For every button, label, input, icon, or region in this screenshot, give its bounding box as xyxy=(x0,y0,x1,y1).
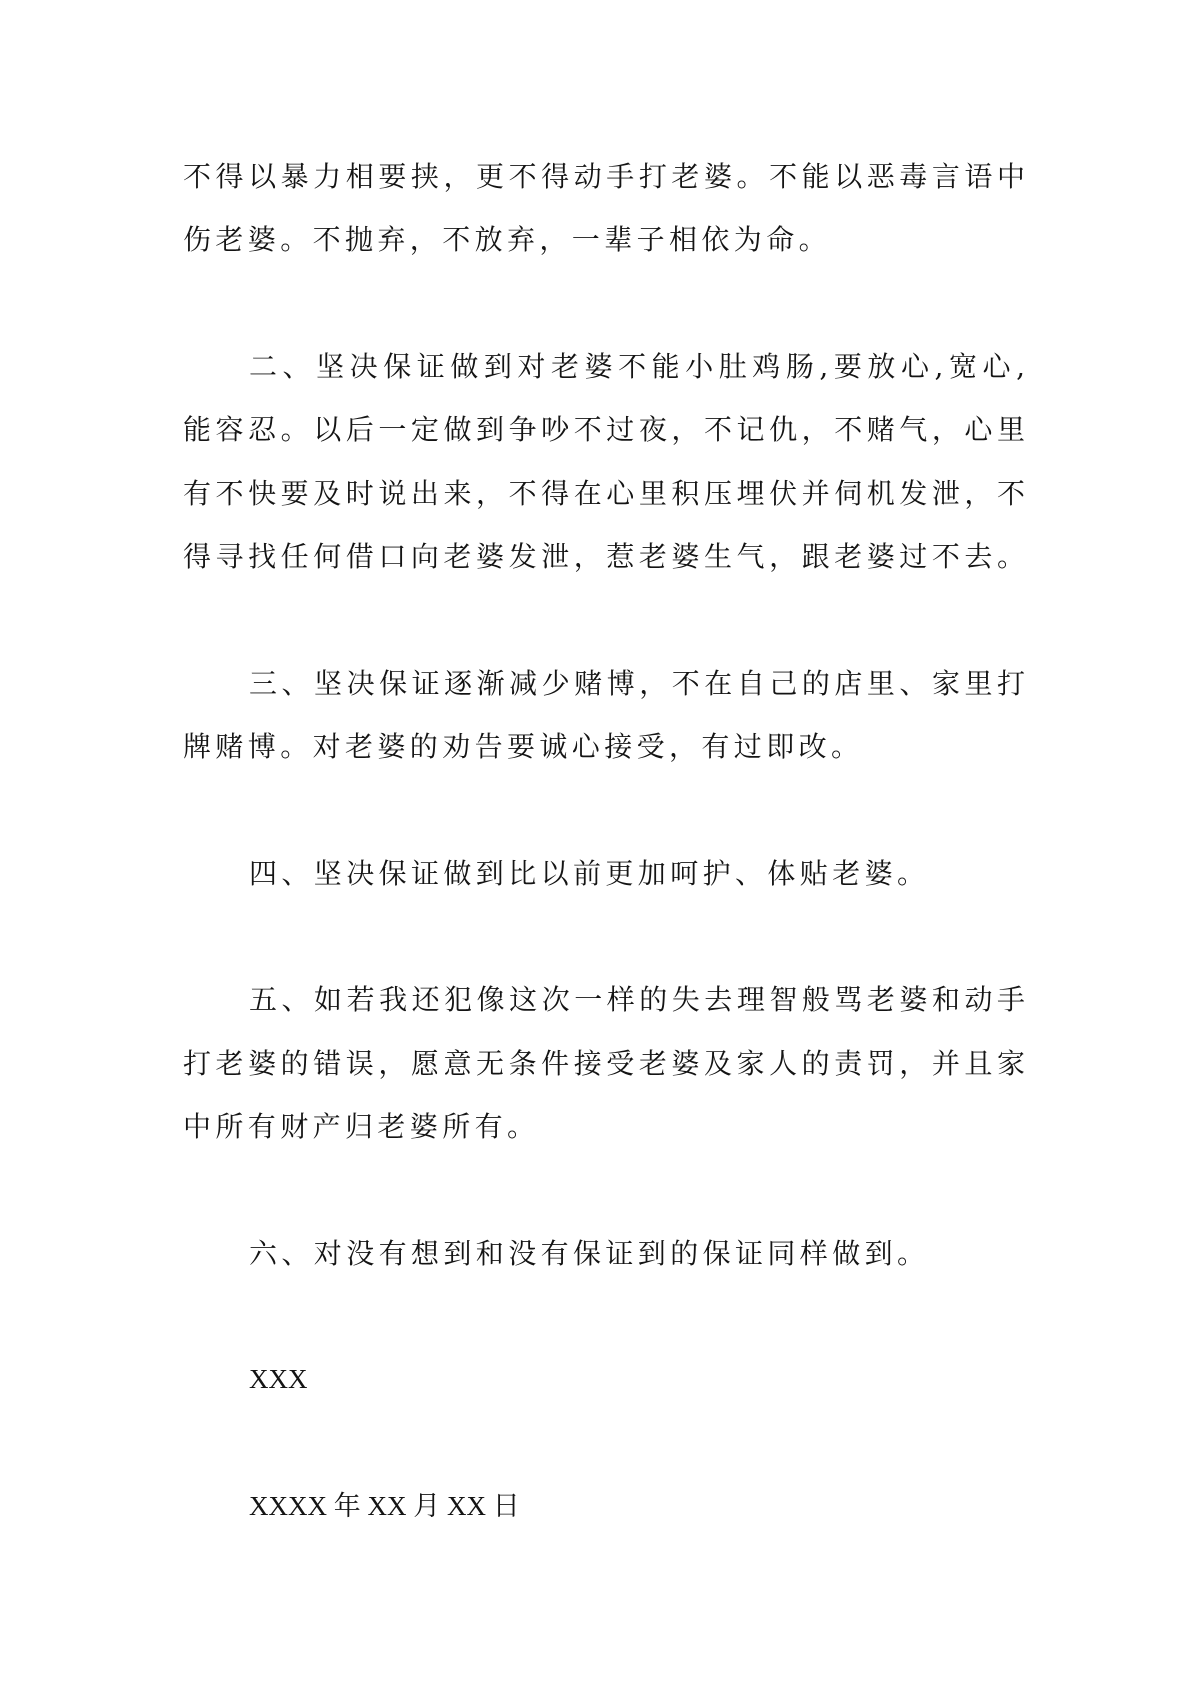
signature-date-block xyxy=(183,1475,1025,1538)
signature-name-block xyxy=(183,1348,1025,1411)
text-line: 能容忍。以后一定做到争吵不过夜，不记仇，不赌气，心里 xyxy=(183,413,1025,447)
paragraph-4 xyxy=(183,842,1025,905)
text-line: 伤老婆。不抛弃，不放弃，一辈子相依为命。 xyxy=(183,223,832,257)
paragraph-6 xyxy=(183,1222,1025,1285)
paragraph-1 xyxy=(183,145,1025,272)
paragraph-5 xyxy=(183,968,1025,1158)
paragraph-2 xyxy=(183,335,1025,588)
signature-date: XXXX 年 XX 月 XX 日 xyxy=(249,1490,520,1521)
text-line: 打老婆的错误，愿意无条件接受老婆及家人的责罚，并且家 xyxy=(183,1046,1025,1080)
paragraph-3 xyxy=(183,652,1025,779)
text-line: 三、坚决保证逐渐减少赌博，不在自己的店里、家里打 xyxy=(249,666,1025,700)
text-line: 不得以暴力相要挟，更不得动手打老婆。不能以恶毒言语中 xyxy=(183,160,1025,193)
text-line: 中所有财产归老婆所有。 xyxy=(183,1109,540,1143)
text-line: 牌赌博。对老婆的劝告要诚心接受，有过即改。 xyxy=(183,729,864,763)
text-line: 二、坚决保证做到对老婆不能小肚鸡肠,要放心,宽心, xyxy=(249,349,1025,383)
document-body xyxy=(183,145,1025,1602)
text-line: 得寻找任何借口向老婆发泄，惹老婆生气，跟老婆过不去。 xyxy=(183,539,1025,573)
text-line: 四、坚决保证做到比以前更加呵护、体贴老婆。 xyxy=(249,856,930,890)
text-line: 六、对没有想到和没有保证到的保证同样做到。 xyxy=(249,1236,930,1270)
signature-name: XXX xyxy=(249,1364,308,1395)
text-line: 有不快要及时说出来，不得在心里积压埋伏并伺机发泄，不 xyxy=(183,476,1025,510)
text-line: 五、如若我还犯像这次一样的失去理智般骂老婆和动手 xyxy=(249,983,1025,1017)
